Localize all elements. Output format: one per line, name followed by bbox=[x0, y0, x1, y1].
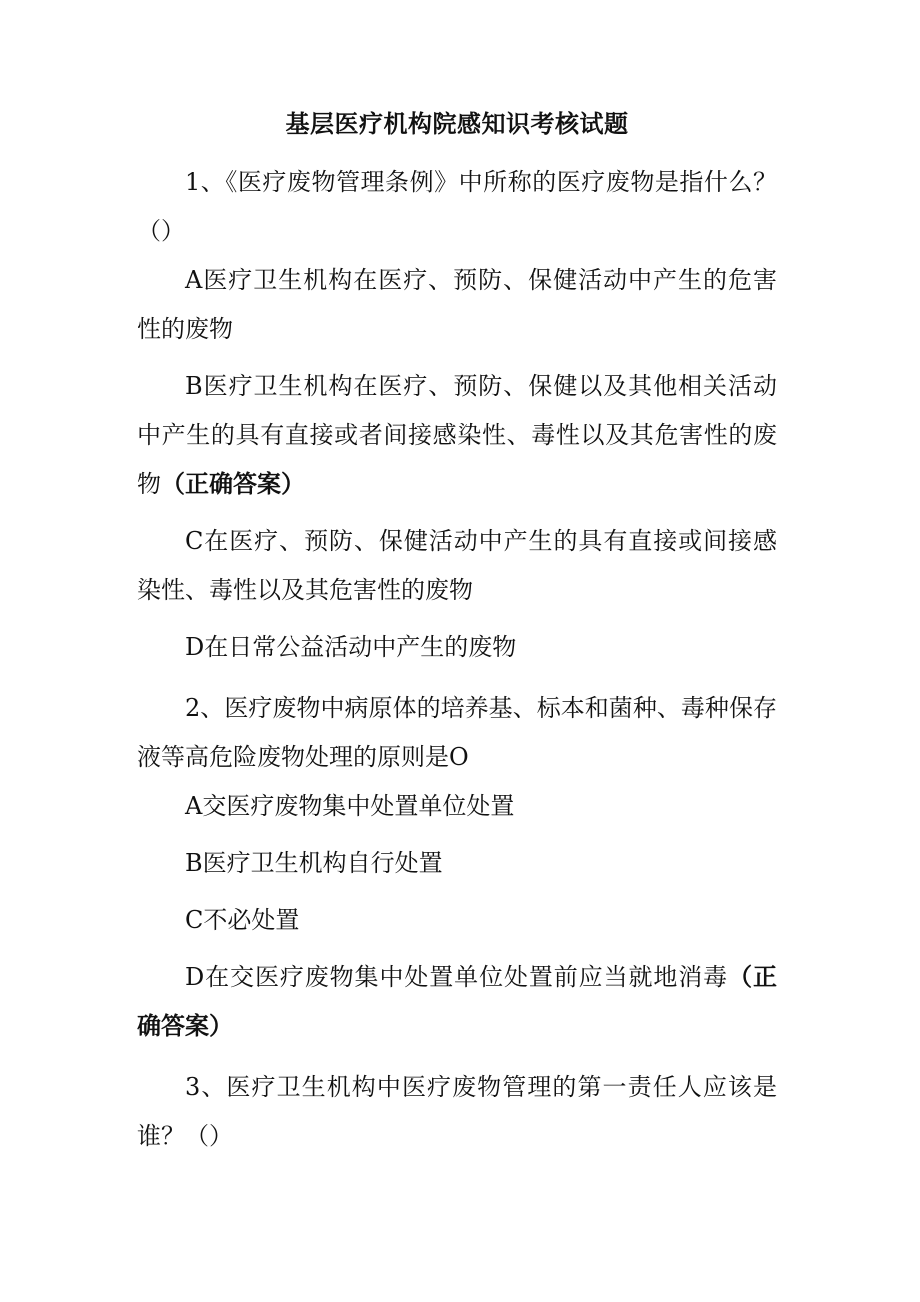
question-2-option-d bbox=[137, 953, 777, 1051]
question-1-option-a: A医疗卫生机构在医疗、预防、保健活动中产生的危害性的废物 bbox=[137, 266, 777, 343]
question-1-option-c: C在医疗、预防、保健活动中产生的具有直接或间接感染性、毒性以及其危害性的废物 bbox=[137, 527, 777, 604]
correct-answer-mark: （正确答案） bbox=[161, 470, 305, 498]
question-3 bbox=[137, 1063, 777, 1161]
question-2-option-d-text: D在交医疗废物集中处置单位处置前应当就地消毒 bbox=[185, 963, 729, 991]
question-1-option-b-text: B医疗卫生机构在医疗、预防、保健以及其他相关活动中产生的具有直接或者间接感染性、毒性以及其危害性的废物 bbox=[137, 372, 777, 498]
question-2-option-c: C不必处置 bbox=[185, 906, 300, 934]
question-1-option-b bbox=[137, 362, 777, 509]
correct-answer-mark: （正确答案） bbox=[137, 963, 777, 1040]
question-2 bbox=[137, 684, 777, 1051]
document-title: 基层医疗机构院感知识考核试题 bbox=[285, 110, 629, 138]
question-2-stem: 2、医疗废物中病原体的培养基、标本和菌种、毒种保存液等高危险废物处理的原则是O bbox=[137, 694, 777, 771]
document-content bbox=[137, 104, 777, 1161]
question-2-option-a: A交医疗废物集中处置单位处置 bbox=[185, 792, 515, 820]
question-1-stem: 1、《医疗废物管理条例》中所称的医疗废物是指什么？（） bbox=[137, 168, 777, 245]
question-spacer bbox=[137, 1051, 777, 1063]
question-spacer bbox=[137, 672, 777, 684]
question-1-option-d: D在日常公益活动中产生的废物 bbox=[185, 633, 517, 661]
question-1 bbox=[137, 158, 777, 672]
question-2-option-b: B医疗卫生机构自行处置 bbox=[185, 849, 443, 877]
question-3-stem: 3、医疗卫生机构中医疗废物管理的第一责任人应该是谁？（） bbox=[137, 1073, 777, 1150]
